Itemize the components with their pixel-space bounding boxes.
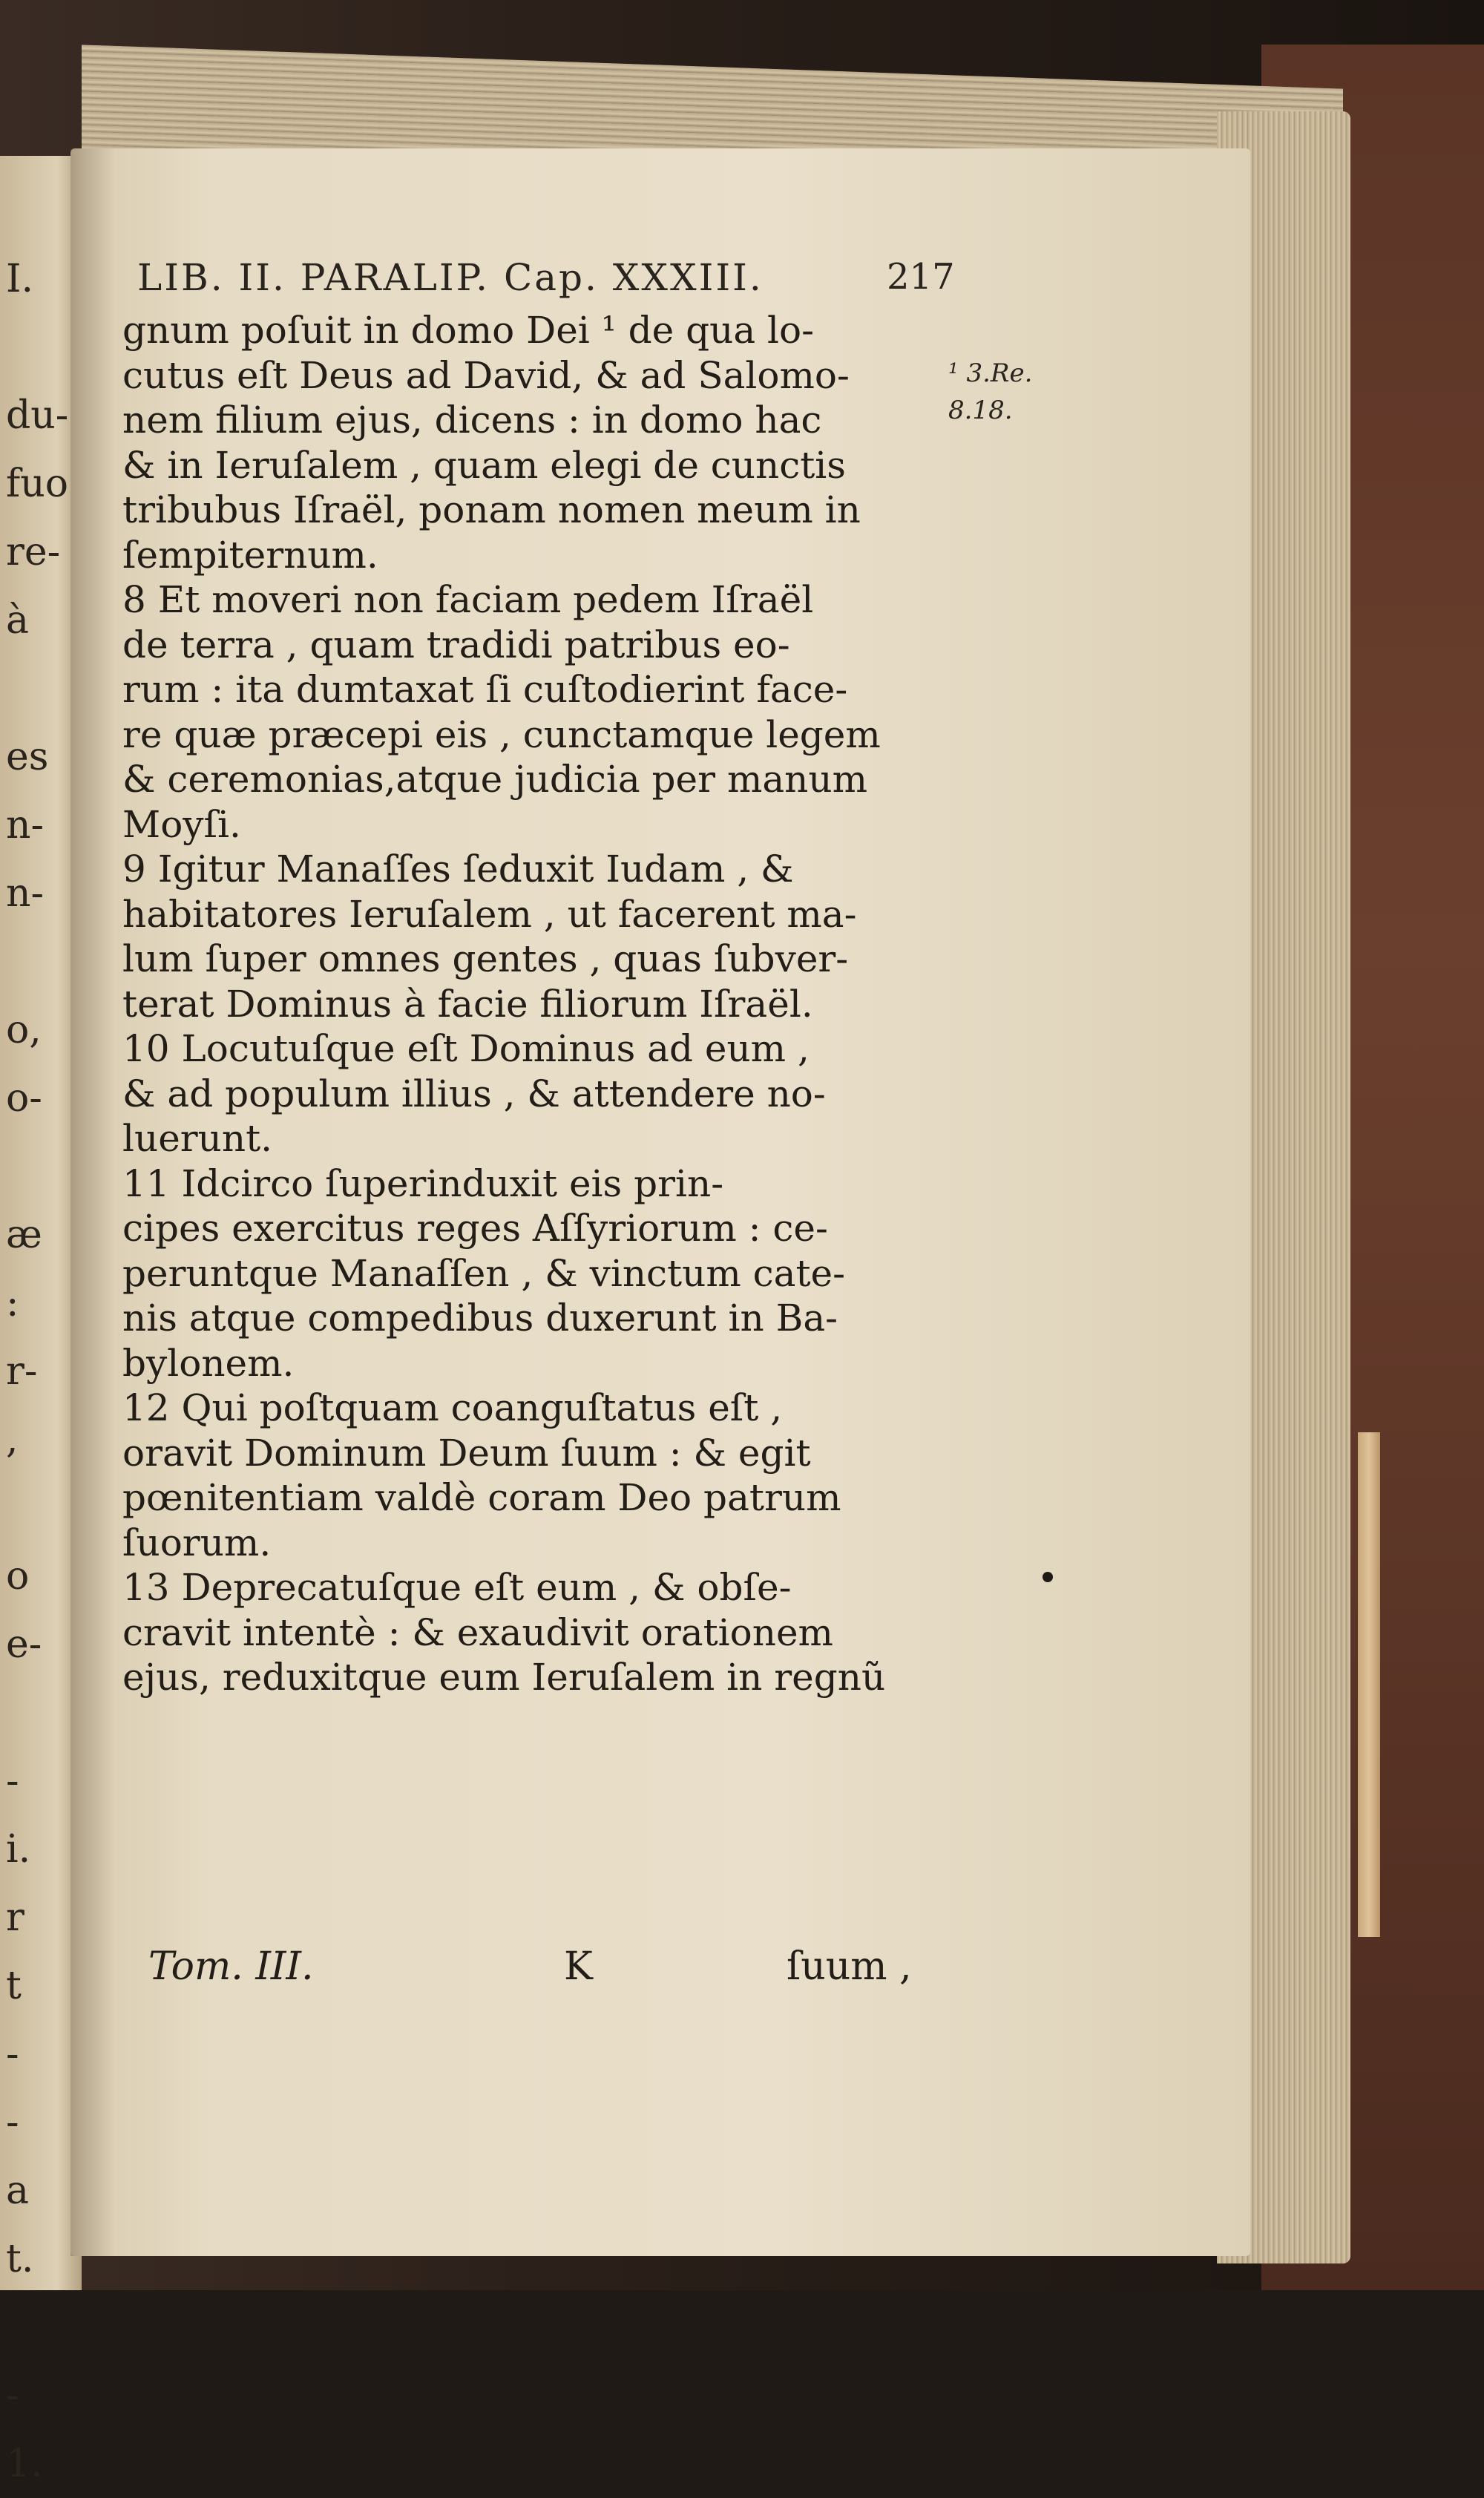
text-line: & in Ieruſalem , quam elegi de cunctis — [122, 443, 846, 487]
left-margin-fragment: æ — [6, 1213, 42, 1257]
text-line: gnum poſuit in domo Dei ¹ de qua lo- — [122, 309, 815, 352]
running-head: LIB. II. PARALIP. Cap. XXXIII. — [137, 256, 764, 299]
marginal-note — [948, 355, 1037, 429]
left-margin-fragment: r — [6, 1895, 24, 1940]
left-margin-fragment: o — [6, 1554, 30, 1599]
volume-signature: Tom. III. — [148, 1944, 314, 1989]
text-line: rum : ita dumtaxat ſi cuſtodierint face- — [122, 668, 848, 711]
text-line: 8 Et moveri non faciam pedem Iſraël — [122, 578, 814, 621]
text-line: ejus, reduxitque eum Ieruſalem in regnũ — [122, 1656, 886, 1699]
left-margin-fragment: t. — [6, 2237, 34, 2281]
left-margin-fragment: re- — [6, 530, 61, 574]
text-line: Moyſi. — [122, 802, 241, 846]
text-line: cravit intentè : & exaudivit orationem — [122, 1610, 833, 1654]
ink-spot — [1043, 1572, 1053, 1582]
text-line: bylonem. — [122, 1341, 295, 1385]
text-line: 10 Locutuſque eſt Dominus ad eum , — [122, 1027, 810, 1070]
text-line: ſuorum. — [122, 1521, 272, 1564]
left-margin-fragment: n- — [6, 803, 45, 848]
left-margin-fragment: - — [6, 2100, 19, 2145]
text-line: habitatores Ieruſalem , ut facerent ma- — [122, 892, 857, 936]
bookmark-ribbon — [1358, 1432, 1380, 1937]
left-margin-fragment: n- — [6, 871, 45, 916]
marginal-note-line: 8.18. — [948, 396, 1013, 425]
left-margin-fragment: e- — [6, 1622, 42, 1667]
left-margin-fragment — [6, 1474, 80, 1542]
text-line: & ceremonias,atque judicia per manum — [122, 758, 867, 801]
left-margin-fragment: i. — [6, 1827, 31, 1872]
left-margin-fragment — [6, 655, 80, 723]
left-margin-fragment: I. — [6, 257, 34, 301]
left-margin-fragment: : — [6, 1281, 19, 1325]
left-margin-fragment: es — [6, 735, 49, 779]
text-line: terat Dominus à facie filiorum Iſraël. — [122, 982, 813, 1026]
left-margin-fragment: fuo — [6, 462, 69, 506]
body-text — [122, 308, 939, 1700]
text-line: nem filium ejus, dicens : in domo hac — [122, 399, 822, 442]
text-line: ſempiternum. — [122, 533, 378, 577]
text-line: lum ſuper omnes gentes , quas ſubver- — [122, 937, 849, 980]
left-margin-fragment: r- — [6, 1349, 38, 1394]
left-margin-fragment — [6, 313, 80, 381]
text-line: & ad populum illius , & attendere no- — [122, 1072, 826, 1115]
text-line: 9 Igitur Manaſſes ſeduxit Iudam , & — [122, 848, 794, 891]
text-line: luerunt. — [122, 1117, 273, 1160]
text-line: cutus eſt Deus ad David, & ad Salomo- — [122, 353, 850, 397]
text-line: 12 Qui poſtquam coanguſtatus eſt , — [122, 1386, 783, 1429]
page-number: 217 — [887, 256, 955, 298]
text-line: 11 Idcirco ſuperinduxit eis prin- — [122, 1161, 724, 1205]
left-margin-fragment — [6, 928, 80, 996]
text-line: 13 Deprecatuſque eſt eum , & obſe- — [122, 1566, 792, 1609]
left-margin-fragment: du- — [6, 393, 69, 438]
text-line: tribubus Iſraël, ponam nomen meum in — [122, 488, 861, 531]
text-line: peruntque Manaſſen , & vinctum cate- — [122, 1251, 846, 1295]
left-margin-fragment: - — [6, 1759, 19, 1803]
text-line: cipes exercitus reges Aſſyriorum : ce- — [122, 1207, 828, 1250]
text-line: de terra , quam tradidi patribus eo- — [122, 623, 790, 666]
left-margin-fragment — [6, 2293, 80, 2361]
left-margin-fragment — [6, 1132, 80, 1201]
gutter-shadow — [70, 148, 115, 2256]
left-margin-fragment: - — [6, 2373, 19, 2418]
left-page — [0, 156, 82, 2486]
text-line: pœnitentiam valdè coram Deo patrum — [122, 1476, 841, 1519]
left-margin-fragment: t — [6, 1964, 22, 2008]
left-margin-fragment: o, — [6, 1008, 42, 1052]
left-margin-fragment: 1. — [6, 2442, 43, 2486]
left-margin-fragment: , — [6, 1417, 19, 1462]
text-line: re quæ præcepi eis , cunctamque legem — [122, 712, 881, 756]
text-line: oravit Dominum Deum ſuum : & egit — [122, 1431, 811, 1475]
marginal-note-line: ¹ 3.Re. — [948, 358, 1033, 388]
left-margin-fragment — [6, 1679, 80, 1747]
left-margin-fragment: a — [6, 2168, 30, 2213]
left-page-margin-fragments — [6, 245, 80, 2498]
left-margin-fragment: à — [6, 598, 30, 643]
sheet-letter: K — [564, 1944, 593, 1989]
left-margin-fragment: - — [6, 2032, 19, 2076]
catchword: ſuum , — [787, 1944, 912, 1989]
left-margin-fragment: o- — [6, 1076, 42, 1121]
text-line: nis atque compedibus duxerunt in Ba- — [122, 1296, 838, 1340]
